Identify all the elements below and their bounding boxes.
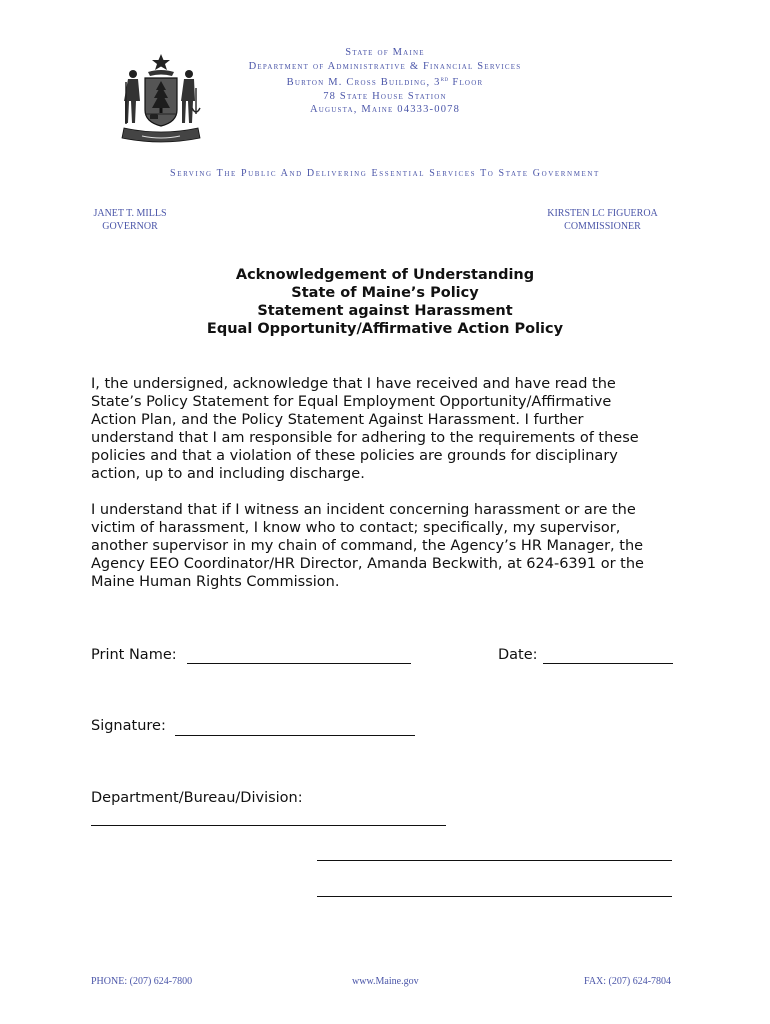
acknowledgement-paragraph — [91, 375, 681, 483]
department-field-line-3[interactable] — [317, 896, 672, 897]
date-label: Date: — [498, 647, 538, 663]
paragraph-line: State’s Policy Statement for Equal Employment Opportunity/Affirmative — [91, 394, 612, 410]
title-line: Statement against Harassment — [257, 303, 513, 319]
signature-field[interactable] — [175, 735, 415, 736]
letterhead-department: Department of Administrative & Financial Services — [248, 60, 522, 72]
governor-title: GOVERNOR — [102, 220, 158, 232]
print-name-label: Print Name: — [91, 647, 177, 663]
letterhead-station: 78 State House Station — [323, 90, 447, 102]
footer-website[interactable]: www.Maine.gov — [352, 976, 419, 987]
footer-phone: PHONE: (207) 624-7800 — [91, 976, 193, 987]
department-field[interactable] — [91, 825, 446, 826]
document-title — [0, 266, 770, 338]
title-line: Acknowledgement of Understanding — [235, 267, 535, 283]
paragraph-line: another supervisor in my chain of command, the Agency’s HR Manager, the — [91, 538, 644, 554]
department-field-line-2[interactable] — [317, 860, 672, 861]
date-field[interactable] — [543, 663, 673, 664]
paragraph-line: understand that I am responsible for adhering to the requirements of these — [91, 430, 639, 446]
letterhead-state: State of Maine — [345, 47, 425, 58]
commissioner-name: KIRSTEN LC FIGUEROA — [547, 208, 658, 219]
governor-block — [70, 208, 190, 233]
title-line: State of Maine’s Policy — [291, 285, 479, 301]
paragraph-line: Maine Human Rights Commission. — [91, 574, 340, 590]
tagline: Serving The Public And Delivering Essential Services To State Government — [170, 168, 600, 179]
paragraph-line: Action Plan, and the Policy Statement Against Harassment. I further — [91, 412, 584, 428]
commissioner-block — [530, 208, 675, 233]
paragraph-line: victim of harassment, I know who to contact; specifically, my supervisor, — [91, 520, 621, 536]
letterhead-building: Burton M. Cross Building, 3rd Floor — [286, 75, 484, 88]
print-name-field[interactable] — [187, 663, 411, 664]
title-line: Equal Opportunity/Affirmative Action Policy — [206, 321, 564, 337]
governor-name: JANET T. MILLS — [93, 208, 167, 219]
paragraph-line: action, up to and including discharge. — [91, 466, 365, 482]
department-label: Department/Bureau/Division: — [91, 790, 303, 806]
paragraph-line: Agency EEO Coordinator/HR Director, Amanda Beckwith, at 624-6391 or the — [91, 556, 644, 572]
footer-fax: FAX: (207) 624-7804 — [584, 976, 672, 987]
letterhead — [150, 46, 620, 117]
paragraph-line: I understand that if I witness an incident concerning harassment or are the — [91, 502, 636, 518]
signature-label: Signature: — [91, 718, 166, 734]
commissioner-title: COMMISSIONER — [564, 220, 641, 232]
paragraph-line: I, the undersigned, acknowledge that I have received and have read the — [91, 376, 616, 392]
contact-paragraph — [91, 501, 681, 591]
letterhead-address: Augusta, Maine 04333-0078 — [309, 104, 461, 115]
paragraph-line: policies and that a violation of these policies are grounds for disciplinary — [91, 448, 618, 464]
